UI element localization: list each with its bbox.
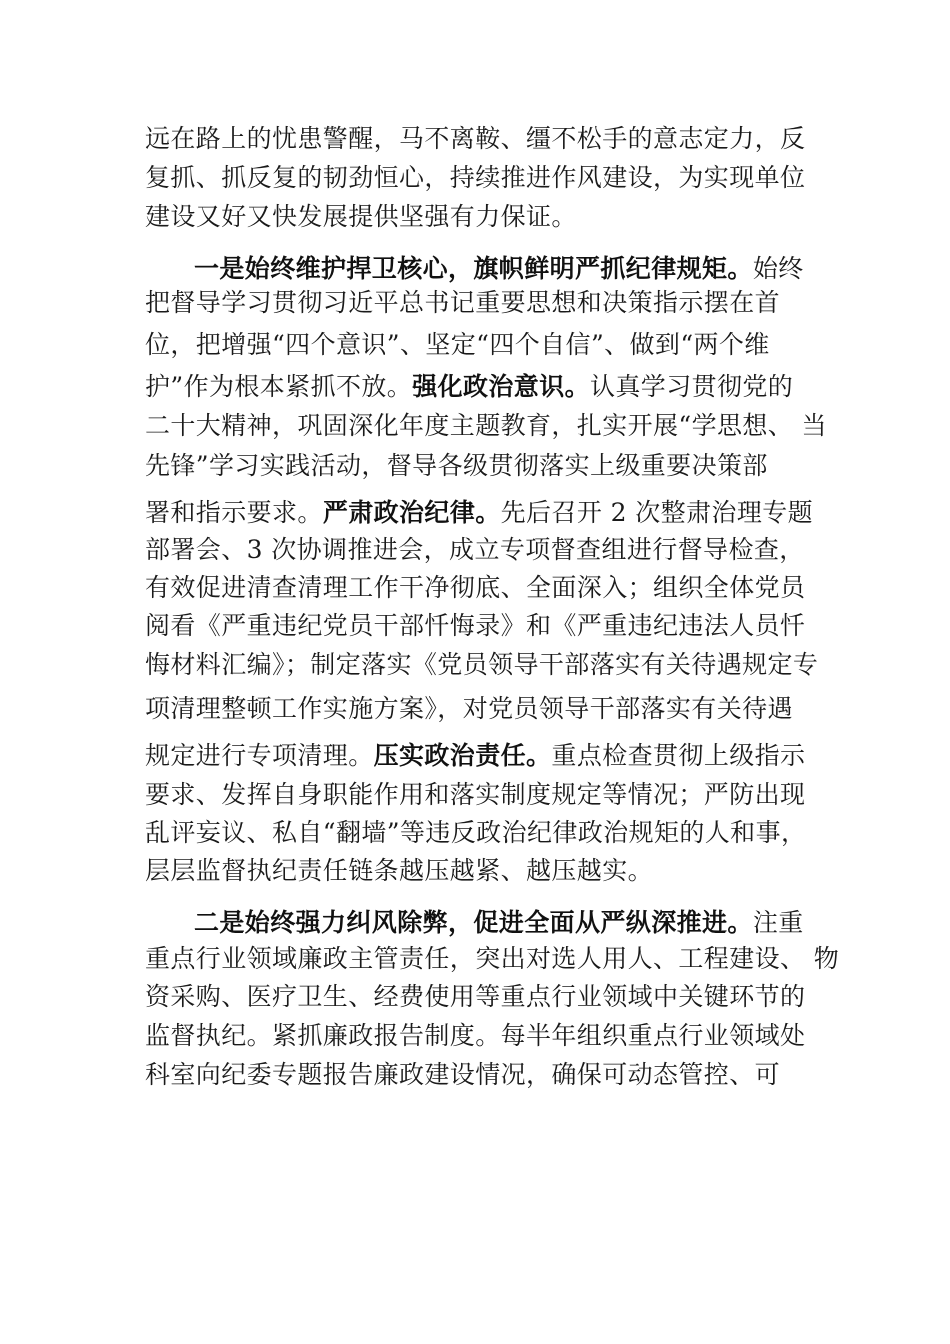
text-line (145, 741, 805, 771)
text-segment: 远在路上的忧患警醒，马不离鞍、缰不松手的意志定力，反 (145, 124, 806, 153)
text-segment: 阅看《严重违纪党员干部忏悔录》和《严重违纪违法人员忏 (145, 611, 806, 640)
text-line (145, 1060, 780, 1090)
text-segment: 规定进行专项清理。 (145, 741, 374, 770)
text-line (194, 254, 804, 284)
text-segment: 资采购、医疗卫生、经费使用等重点行业领域中关键环节的 (145, 982, 806, 1011)
text-line (145, 498, 813, 528)
text-line (145, 944, 839, 974)
text-segment: 层层监督执纪责任链条越压越紧、越压越实。 (145, 856, 654, 885)
text-segment: 要求、发挥自身职能作用和落实制度规定等情况；严防出现 (145, 780, 806, 809)
text-segment: 监督执纪。紧抓廉政报告制度。每半年组织重点行业领域处 (145, 1021, 806, 1050)
text-segment: 注重 (752, 908, 804, 937)
text-segment: 位，把增强“四个意识”、坚定“四个自信”、做到“两个维 (145, 330, 770, 359)
text-line (145, 163, 805, 193)
text-segment: 复抓、抓反复的韧劲恒心，持续推进作风建设，为实现单位 (145, 163, 806, 192)
text-line (145, 818, 806, 848)
text-line (145, 611, 805, 641)
text-line (145, 288, 780, 318)
bold-heading-segment: 二是始终强力纠风除弊，促进全面从严纵深推进。 (194, 908, 753, 937)
bold-heading-segment: 一是始终维护捍卫核心，旗帜鲜明严抓纪律规矩。 (194, 254, 753, 283)
text-segment: 先后召开 2 次整肃治理专题 (500, 498, 814, 527)
text-line (145, 372, 793, 402)
text-segment: 有效促进清查清理工作干净彻底、全面深入；组织全体党员 (145, 573, 806, 602)
text-segment: 始终 (752, 254, 804, 283)
text-line (145, 650, 818, 680)
text-line (145, 856, 653, 886)
text-segment: 把督导学习贯彻习近平总书记重要思想和决策指示摆在首 (145, 288, 781, 317)
text-segment: 科室向纪委专题报告廉政建设情况，确保可动态管控、可 (145, 1060, 781, 1089)
text-segment: 二十大精神，巩固深化年度主题教育，扎实开展“学思想、 当 (145, 411, 827, 440)
text-segment: 部署会、3 次协调推进会，成立专项督查组进行督导检查， (145, 535, 805, 564)
text-segment: 重点行业领域廉政主管责任，突出对选人用人、工程建设、 物 (145, 944, 840, 973)
text-line (145, 330, 770, 360)
bold-heading-segment: 压实政治责任。 (373, 741, 552, 770)
text-line (145, 202, 577, 232)
text-line (145, 451, 768, 481)
text-segment: 先锋”学习实践活动，督导各级贯彻落实上级重要决策部 (145, 451, 768, 480)
text-line (145, 1021, 805, 1051)
text-segment: 护”作为根本紧抓不放。 (145, 372, 413, 401)
text-line (145, 411, 827, 441)
text-line (194, 908, 804, 938)
text-segment: 乱评妄议、私自“翻墙”等违反政治纪律政治规矩的人和事， (145, 818, 807, 847)
text-segment: 悔材料汇编》；制定落实《党员领导干部落实有关待遇规定专 (145, 650, 819, 679)
text-segment: 建设又好又快发展提供坚强有力保证。 (145, 202, 577, 231)
text-segment: 署和指示要求。 (145, 498, 323, 527)
text-line (145, 535, 805, 565)
text-line (145, 573, 805, 603)
text-segment: 重点检查贯彻上级指示 (551, 741, 806, 770)
text-segment: 项清理整顿工作实施方案》，对党员领导干部落实有关待遇 (145, 694, 793, 723)
bold-heading-segment: 严肃政治纪律。 (322, 498, 501, 527)
text-line (145, 694, 793, 724)
text-line (145, 780, 805, 810)
text-line (145, 982, 805, 1012)
text-line (145, 124, 805, 154)
bold-heading-segment: 强化政治意识。 (412, 372, 590, 401)
text-segment: 认真学习贯彻党的 (590, 372, 794, 401)
